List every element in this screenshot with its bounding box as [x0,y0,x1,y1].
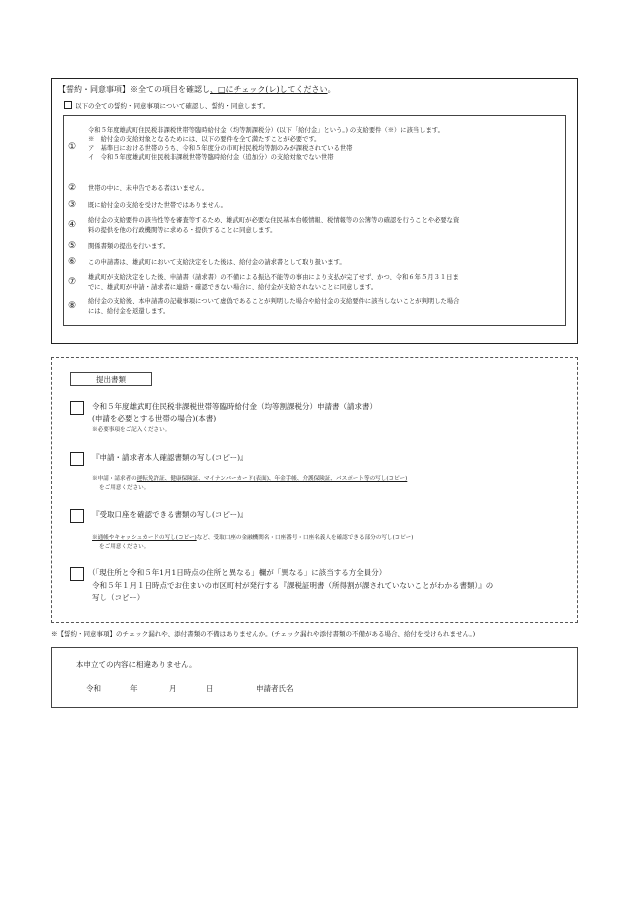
doc3-checkbox[interactable] [70,509,84,523]
doc3-note-line2: をご用意ください。 [99,544,150,550]
item6-text: この申請書は、雄武町において支給決定をした後は、給付金の請求書として取り扱います。 [88,259,346,266]
item7-number: ⑦ [68,277,77,287]
doc4-title: 令和５年１月１日時点でお住まいの市区町村が発行する『課税証明書（所得割が課されていないことがわかる書類）』の [92,581,494,590]
doc3-note: ※通帳やキャッシュカードの写し(コピー)など、受取口座の金融機関名・口座番号・口座名義人を確認できる部分の写し(コピー) [92,535,414,541]
doc4-condition: （「現住所と令和５年1月1日時点の住所と異なる」欄が「異なる」に該当する方全員分） [88,568,387,577]
item7-line1: 雄武町が支給決定をした後、申請書（請求書）の不備による振込不能等の事由により支払が完了せず、かつ、令和６年５月３１日ま [88,274,459,281]
date-era: 令和 [86,684,101,693]
doc2-checkbox[interactable] [70,452,84,466]
item5-number: ⑤ [68,241,77,251]
date-month[interactable]: 月 [169,684,177,693]
applicant-name-label[interactable]: 申請者氏名 [256,684,294,693]
item8-number: ⑧ [68,301,77,311]
item4-number: ④ [68,220,77,230]
submission-tag: 提出書類 [70,372,152,386]
item5-text: 関係書類の提出を行います。 [88,243,170,250]
declaration-section [51,647,578,708]
footnote: ※【誓約・同意事項】のチェック漏れや、添付書類の不備はありませんか。(チェック漏れや添付書類の不備がある場合、給付を受けられません。) [51,630,476,638]
doc1-title: 令和５年度雄武町住民税非課税世帯等臨時給付金（均等割課税分）申請書（請求書） [92,402,377,411]
item4-line1: 給付金の支給要件の該当性等を審査等するため、雄武町が必要な住民基本台帳情報、税情報等の公簿等の確認を行うことや必要な資 [88,217,460,224]
item1-line1: 令和５年度雄武町住民税非課税世帯等臨時給付金（均等割課税分）(以下「給付金」という。) の支給要件（※）に該当します。 [88,127,444,134]
item1-line3: ア 基準日における世帯のうち、令和５年度分の市町村民税均等割のみが課税されている世帯 [88,145,353,152]
pledge-title: 【誓約・同意事項】※全ての項目を確認し、□にチェック(レ)してください。 [58,85,336,94]
declaration-text: 本申立ての内容に相違ありません。 [76,660,197,669]
doc4-checkbox[interactable] [70,567,84,581]
doc1-checkbox[interactable] [70,401,84,415]
doc2-title: 『申請・請求者本人確認書類の写し(コピー)』 [92,453,248,462]
doc2-note: ※申請・請求者の運転免許証、健康保険証、マイナンバーカード(表面)、年金手帳、介護保険証、パスポート等の写し(コピー) [92,476,408,482]
doc2-note-line2: をご用意ください。 [99,485,150,491]
doc1-note: ※必要事項をご記入ください。 [92,427,171,433]
doc3-title: 『受取口座を確認できる書類の写し(コピー)』 [92,510,248,519]
item2-text: 世帯の中に、未申告である者はいません。 [88,185,209,192]
item8-line1: 給付金の支給後、本申請書の記載事項について虚偽であることが判明した場合や給付金の支給要件に該当しないことが判明した場合 [88,298,460,305]
item1-line2: ※ 給付金の支給対象となるためには、以下の要件を全て満たすことが必要です。 [88,136,321,143]
date-day[interactable]: 日 [206,684,214,693]
item7-line2: でに、雄武町が申請・請求者に連絡・確認できない場合に、給付金が支給されないことに同意します。 [88,284,378,291]
agree-all-label: 以下の全ての誓約・同意事項について確認し、誓約・同意します。 [75,102,270,110]
doc4-title-line2: 写し（コピー） [92,593,145,602]
item3-text: 既に給付金の支給を受けた世帯ではありません。 [88,202,227,209]
item4-line2: 料の提供を他の行政機関等に求める・提供することに同意します。 [88,227,277,234]
item3-number: ③ [68,200,77,210]
item6-number: ⑥ [68,257,77,267]
doc1-subtitle: (申請を必要とする世帯の場合)(本書) [92,414,217,423]
agree-all-checkbox[interactable] [64,101,72,109]
date-year[interactable]: 年 [130,684,138,693]
item2-number: ② [68,183,77,193]
item1-number: ① [68,142,77,152]
item1-line4: イ 令和５年度雄武町住民税非課税世帯等臨時給付金（追加分）の支給対象でない世帯 [88,154,334,161]
agree-all-row [64,101,269,110]
item8-line2: には、給付金を返還します。 [88,308,170,315]
